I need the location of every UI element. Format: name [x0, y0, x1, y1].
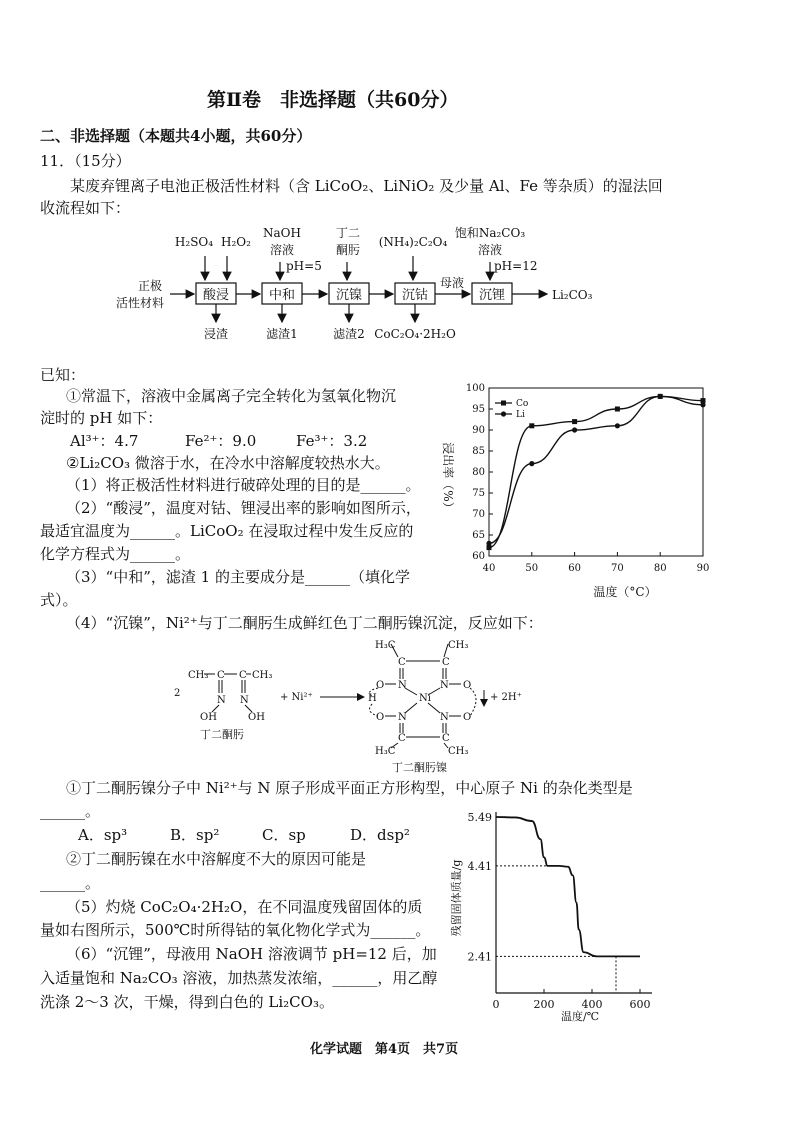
chart1-xtick-label: 80	[653, 563, 667, 574]
reaction-scheme	[160, 628, 540, 774]
step-precip-co: 沉钴	[401, 288, 429, 303]
rx-n-top-left: N	[398, 680, 407, 691]
output-cobalt-oxalate: CoC₂O₄·2H₂O	[374, 327, 456, 341]
intro-line-2: 收流程如下：	[40, 199, 131, 217]
rx-ni-center: Ni	[419, 693, 431, 704]
known-heading: 已知：	[40, 366, 86, 384]
rx-label-dmg: 丁二酮肟	[200, 728, 244, 741]
chart1-xtick-label: 70	[611, 563, 624, 574]
question-5b: 量如右图所示，500℃时所得钴的氧化物化学式为______。	[40, 921, 431, 939]
flow-product-li2co3: Li₂CO₃	[552, 288, 593, 302]
rx-ch3-top-right: CH₃	[448, 640, 469, 651]
chart1-ytick-label: 70	[472, 509, 485, 520]
question-2a: （2）“酸浸”，温度对钴、锂浸出率的影响如图所示，	[66, 499, 421, 517]
chart1-point-li	[615, 423, 620, 428]
rx-h3c-bottom-left: H₃C	[375, 746, 396, 757]
chart1-legend-marker	[501, 411, 506, 416]
rx-oh-right: OH	[248, 712, 265, 723]
option-a: A．sp³	[78, 826, 128, 844]
question-6b: 入适量饱和 Na₂CO₃ 溶液，加热蒸发浓缩，______，用乙醇	[40, 969, 438, 987]
reagent-h2so4: H₂SO₄	[174, 235, 214, 249]
chart1-legend	[495, 399, 528, 420]
question-4: （4）“沉镍”，Ni²⁺与丁二酮肟生成鲜红色丁二酮肟镍沉淀，反应如下：	[66, 614, 543, 632]
rx-plus-ni: + Ni²⁺	[280, 692, 313, 703]
rx-n-right: N	[240, 695, 249, 706]
chart1-ytick-label: 100	[465, 383, 485, 394]
rx-c-top-right: C	[442, 657, 450, 668]
chart1-point-li	[486, 541, 491, 546]
rx-oh-left: OH	[200, 712, 217, 723]
question-2c: 化学方程式为______。	[40, 545, 191, 563]
chart1-legend-label-li: Li	[516, 410, 525, 420]
chart1-xtick-label: 60	[568, 563, 581, 574]
section-title: 第Ⅱ卷 非选择题（共60分）	[207, 89, 459, 111]
chart1-ytick-label: 80	[472, 467, 485, 478]
rx-n-bottom-left: N	[398, 712, 407, 723]
rx-h-left: H	[368, 693, 377, 704]
question-6a: （6）“沉锂”，母液用 NaOH 溶液调节 pH=12 后，加	[66, 945, 437, 963]
step-precip-ni: 沉镍	[335, 288, 363, 303]
chart2-xtick-label: 600	[629, 998, 651, 1011]
reagent-ph12: pH=12	[494, 259, 538, 273]
rx-o-bottom-right: O	[463, 712, 472, 723]
chart2-xtick-label: 200	[533, 998, 555, 1011]
chart2-ytick-label: 2.41	[467, 950, 492, 964]
chart1-xlabel: 温度（°C）	[593, 585, 657, 599]
chart2-ylabel: 残留固体质量/g	[450, 859, 463, 937]
question-1: （1）将正极活性材料进行破碎处理的目的是______。	[66, 476, 421, 494]
flow-start-label-2: 活性材料	[115, 296, 165, 310]
chart1-point-li	[529, 461, 534, 466]
section-heading: 二、非选择题（本题共4小题，共60分）	[40, 127, 312, 145]
question-3a: （3）“中和”，滤渣 1 的主要成分是______（填化学	[66, 568, 410, 586]
flow-mother-liquor: 母液	[439, 276, 465, 290]
rx-n-bottom-right: N	[440, 712, 449, 723]
ph-fe2: Fe²⁺：9.0	[185, 432, 257, 450]
intro-line-1: 某废弃锂离子电池正极活性材料（含 LiCoO₂、LiNiO₂ 及少量 Al、Fe 等杂质）的湿法回	[70, 177, 663, 195]
question-3b: 式）。	[40, 591, 78, 609]
step-neutralize: 中和	[268, 288, 296, 303]
chart2-ytick-label: 5.49	[467, 810, 492, 824]
rx-o-bottom-left: O	[376, 712, 385, 723]
rx-h3c-top-left: H₃C	[375, 640, 396, 651]
rx-coefficient: 2	[174, 688, 181, 699]
flow-start-label-1: 正极	[137, 279, 163, 293]
output-residue-2: 滤渣2	[333, 327, 365, 341]
reagent-na2co3-1: 饱和Na₂CO₃	[454, 226, 526, 240]
residue-mass-chart	[440, 808, 660, 1023]
ph-fe3: Fe³⁺：3.2	[296, 432, 368, 450]
question-5a: （5）灼烧 CoC₂O₄·2H₂O，在不同温度残留固体的质	[66, 898, 423, 916]
chart2-ytick-label: 4.41	[467, 859, 492, 873]
reagent-dmg-2: 酮肟	[335, 243, 361, 257]
chart1-legend-label-co: Co	[516, 399, 529, 409]
rx-ch3-bottom-right: CH₃	[448, 746, 469, 757]
option-b: B．sp²	[170, 826, 220, 844]
rx-c-bottom-left: C	[398, 733, 406, 744]
reagent-naoh-1: NaOH	[263, 226, 301, 240]
step-precip-li: 沉锂	[478, 288, 506, 303]
chart1-ytick-label: 95	[472, 404, 485, 415]
chart1-point-li	[658, 394, 663, 399]
chart2-xtick-label: 400	[581, 998, 603, 1011]
leaching-rate-chart	[420, 383, 800, 603]
rx-c-right: C	[239, 670, 247, 681]
chart2-mass-curve	[496, 817, 640, 956]
chart1-point-co	[615, 407, 620, 412]
chart1-legend-marker	[501, 401, 506, 406]
chart2-xtick-label: 0	[492, 998, 500, 1011]
option-d: D．dsp²	[350, 826, 410, 844]
step-acid-leach: 酸浸	[202, 288, 230, 303]
rx-o-top-right: O	[463, 680, 472, 691]
question-4-1a: ①丁二酮肟镍分子中 Ni²⁺与 N 原子形成平面正方形构型，中心原子 Ni 的杂化类型是	[66, 779, 633, 797]
chart1-xtick-label: 50	[525, 563, 539, 574]
question-2b: 最适宜温度为______。LiCoO₂ 在浸取过程中发生反应的	[40, 522, 414, 540]
known-1b: 淀时的 pH 如下：	[40, 409, 163, 427]
rx-n-left: N	[217, 695, 226, 706]
reagent-na2co3-2: 溶液	[477, 243, 503, 257]
chart1-xtick-label: 90	[696, 563, 710, 574]
rx-label-nidmg: 丁二酮肟镍	[392, 761, 447, 774]
known-1a: ①常温下，溶液中金属离子完全转化为氢氧化物沉	[66, 387, 397, 405]
rx-plus-h: + 2H⁺	[490, 692, 522, 703]
rx-ch3-right: CH₃	[252, 670, 273, 681]
chart1-ytick-label: 90	[472, 425, 485, 436]
rx-c-left: C	[217, 670, 225, 681]
rx-ch3-left: CH₃	[188, 670, 209, 681]
chart1-ytick-label: 65	[472, 530, 485, 541]
reagent-naoh-2: 溶液	[269, 243, 295, 257]
reagent-oxalate: (NH₄)₂C₂O₄	[378, 235, 448, 249]
rx-c-bottom-right: C	[442, 733, 450, 744]
reagent-dmg-1: 丁二	[335, 226, 361, 240]
question-6c: 洗涤 2～3 次，干燥，得到白色的 Li₂CO₃。	[40, 993, 334, 1011]
chart1-ylabel: 浸出率（%）	[441, 442, 455, 514]
page-footer: 化学试题 第4页 共7页	[310, 1042, 459, 1057]
chart1-xtick-label: 40	[482, 563, 496, 574]
chart1-point-co	[572, 419, 577, 424]
known-2: ②Li₂CO₃ 微溶于水，在冷水中溶解度较热水大。	[66, 454, 390, 472]
option-c: C．sp	[262, 826, 306, 844]
chart1-point-li	[700, 402, 705, 407]
reagent-ph5: pH=5	[286, 259, 322, 273]
output-residue-1: 滤渣1	[266, 327, 298, 341]
chart1-ytick-label: 85	[472, 446, 485, 457]
chart1-point-co	[529, 423, 534, 428]
chart1-point-li	[572, 427, 577, 432]
chart1-ytick-label: 75	[472, 488, 485, 499]
chart2-xlabel: 温度/℃	[560, 1010, 600, 1023]
reagent-h2o2: H₂O₂	[221, 235, 251, 249]
question-number: 11．（15分）	[40, 152, 131, 170]
rx-c-top-left: C	[398, 657, 406, 668]
question-4-1b: ______。	[40, 802, 101, 820]
rx-n-top-right: N	[440, 680, 449, 691]
ph-al: Al³⁺：4.7	[70, 432, 139, 450]
rx-o-top-left: O	[376, 680, 385, 691]
question-4-2b: ______。	[40, 874, 101, 892]
chart1-ytick-label: 60	[472, 551, 485, 562]
output-leach-residue: 浸渣	[203, 327, 229, 341]
process-flowchart	[0, 215, 800, 350]
question-4-2a: ②丁二酮肟镍在水中溶解度不大的原因可能是	[66, 850, 367, 868]
